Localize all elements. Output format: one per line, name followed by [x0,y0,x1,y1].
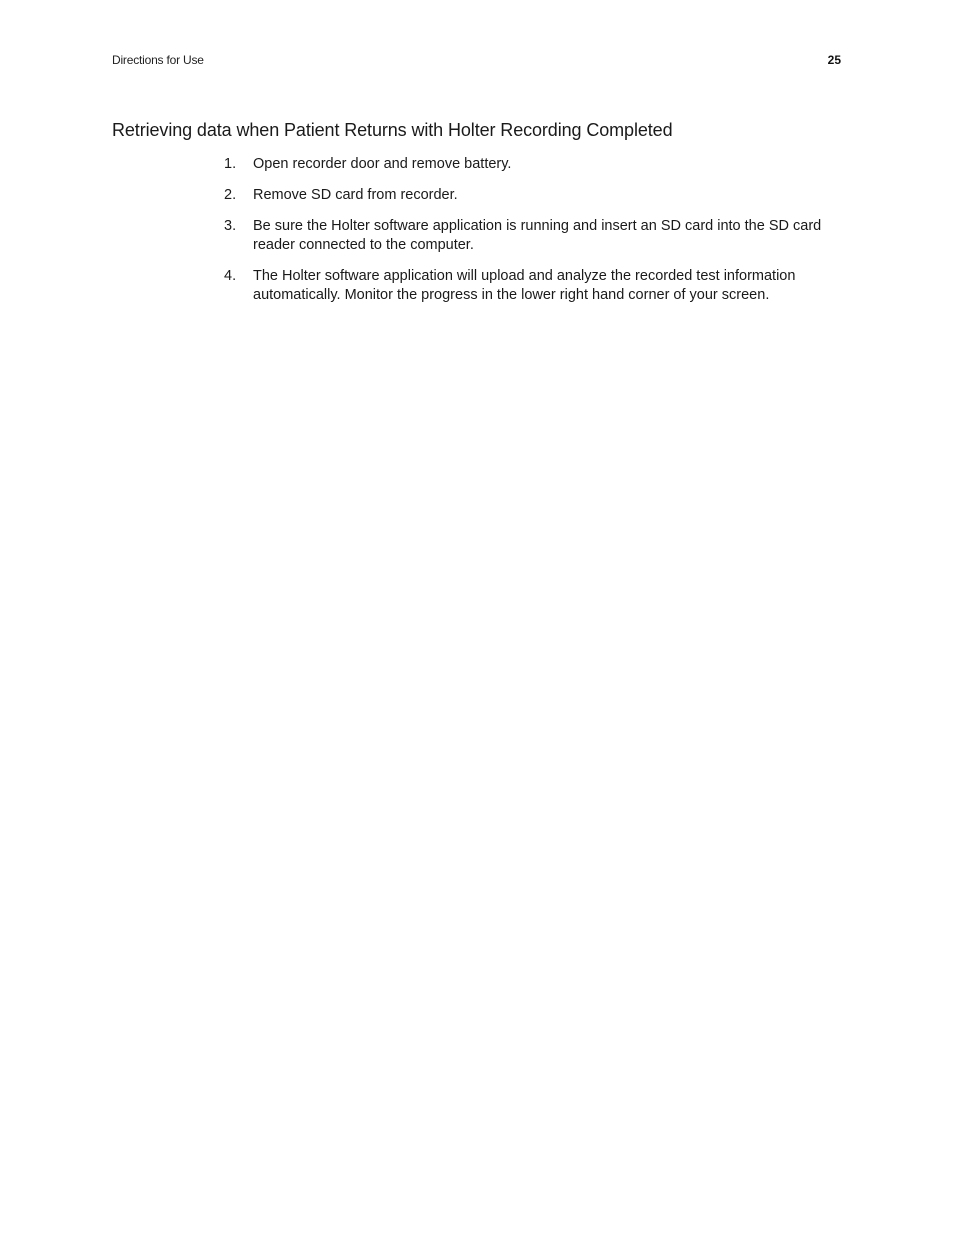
step-item [224,217,844,255]
step-item [224,267,844,305]
step-number: 4. [224,268,237,284]
step-text: Open recorder door and remove battery. [253,156,512,172]
step-text: The Holter software application will upload and analyze the recorded test information automatically. Monitor the progress in the lower right hand corner of your screen. [253,268,796,303]
page-number: 25 [827,53,841,67]
step-item [224,155,844,174]
step-text: Be sure the Holter software application is running and insert an SD card into the SD card reader connected to the computer. [253,218,822,253]
section-heading: Retrieving data when Patient Returns with Holter Recording Completed [112,120,673,140]
instruction-steps [224,155,844,317]
page-header [112,53,841,69]
step-number: 3. [224,218,237,234]
step-item [224,186,844,205]
step-number: 2. [224,187,237,203]
step-number: 1. [224,156,237,172]
step-text: Remove SD card from recorder. [253,187,458,203]
running-header-title: Directions for Use [112,53,204,67]
